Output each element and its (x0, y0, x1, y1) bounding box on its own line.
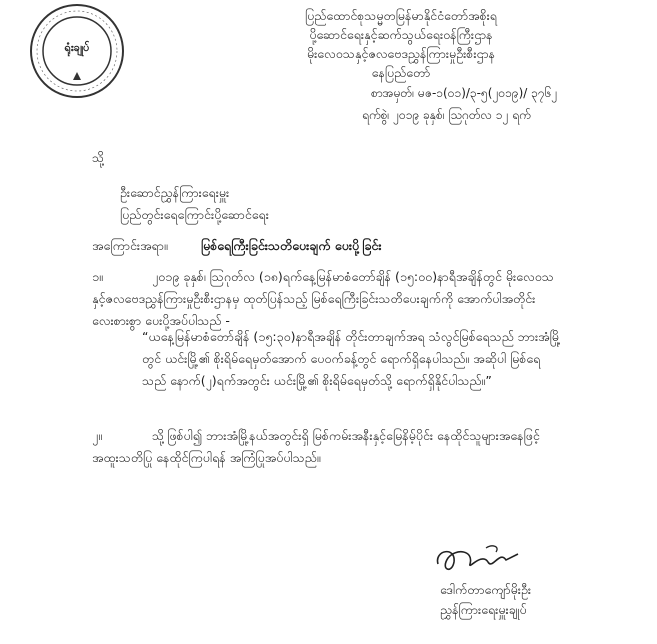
paragraph-2-number: ၂။ (92, 428, 102, 443)
recipient-title: ဦးဆောင်ညွှန်ကြားရေးမှူး (120, 185, 230, 200)
subject-line (92, 238, 382, 257)
paragraph-1-line: နှင့်ဇလဗေဒညွှန်ကြားမှုဦးစီးဌာနမှ ထုတ်ပြန်သည့် မြစ်ရေကြီးခြင်းသတိပေးချက်ကို အောက်ပါအတိုင်း (92, 291, 536, 306)
letterhead-line-government: ပြည်ထောင်စုသမ္မတမြန်မာနိုင်ငံတော်အစိုးရ (305, 8, 497, 23)
paragraph-1 (92, 266, 612, 332)
paragraph-2 (92, 425, 612, 469)
reference-number: စာအမှတ်၊ မဇ-၁(၀၁)/၃-၅(၂၀၁၉)/ ၃၇၆၂ (371, 86, 558, 100)
letterhead-line-ministry: ပို့ဆောင်ရေးနှင့်ဆက်သွယ်ရေးဝန်ကြီးဌာန (309, 27, 493, 42)
recipient-organization: ပြည်တွင်းရေကြောင်းပို့ဆောင်ရေး (120, 207, 269, 222)
letterhead-line-department: မိုးလေဝသနှင့်ဇလဗေဒညွှန်ကြားမှုဦးစီးဌာန (306, 46, 496, 61)
to-label: သို့ (92, 150, 105, 165)
seal-label: ရုံးချုပ် (64, 41, 90, 54)
paragraph-2-line: သို့ဖြစ်ပါ၍ ဘားအံမြို့နယ်အတွင်းရှိ မြစ်ကမ်းအနီးနှင့်မြေနိမ့်ပိုင်း နေထိုင်သူများအနေဖြင့် (152, 428, 540, 443)
handwritten-signature (426, 540, 586, 580)
subject-label: အကြောင်းအရာ။ (92, 238, 168, 253)
forecast-quote (142, 326, 620, 392)
signer-title: ညွှန်ကြားရေးမှူးချုပ် (440, 602, 527, 617)
paragraph-1-number: ၁။ (92, 269, 103, 284)
paragraph-1-line: ၂၀၁၉ ခုနှစ်၊ ဩဂုတ်လ (၁၈)ရက်နေ့မြန်မာစံတော်ချိန် (၁၅:၀၀)နာရီအချိန်တွင် မိုးလေဝသ (152, 269, 554, 284)
signer-name: ဒေါက်တာကျော်မိုးဦး (440, 582, 532, 597)
letterhead-line-city: နေပြည်တော် (371, 65, 431, 80)
subject-text: မြစ်ရေကြီးခြင်းသတိပေးချက် ပေးပို့ခြင်း (200, 238, 382, 253)
quote-line: သည် နောက်(၂)ရက်အတွင်း ယင်းမြို့၏ စိုးရိမ်ရေမှတ်သို့ ရောက်ရှိနိုင်ပါသည်။” (142, 373, 492, 388)
letter-date: ရက်စွဲ၊ ၂၀၁၉ ခုနှစ်၊ ဩဂုတ်လ ၁၂ ရက် (362, 108, 531, 122)
letterhead (236, 6, 566, 82)
signer-block (440, 580, 531, 620)
quote-line: တွင် ယင်းမြို့၏ စိုးရိမ်ရေမှတ်အောက် ပေ၀က်ခန့်တွင် ရောက်ရှိနေပါသည်။ အဆိုပါ မြစ်ရေ (142, 351, 541, 366)
quote-line: “ယနေ့မြန်မာစံတော်ချိန် (၁၅:၃၀)နာရီအချိန် တိုင်းတာချက်အရ သံလွင်မြစ်ရေသည် ဘားအံမြို့ (142, 329, 561, 344)
recipient-block (120, 182, 269, 226)
official-seal (28, 2, 126, 100)
paragraph-1-line: လေးစားစွာ ပေးပို့အပ်ပါသည် - (92, 313, 230, 328)
paragraph-2-line: အထူးသတိပြု နေထိုင်ကြပါရန် အကြံပြုအပ်ပါသည်။ (92, 450, 321, 465)
